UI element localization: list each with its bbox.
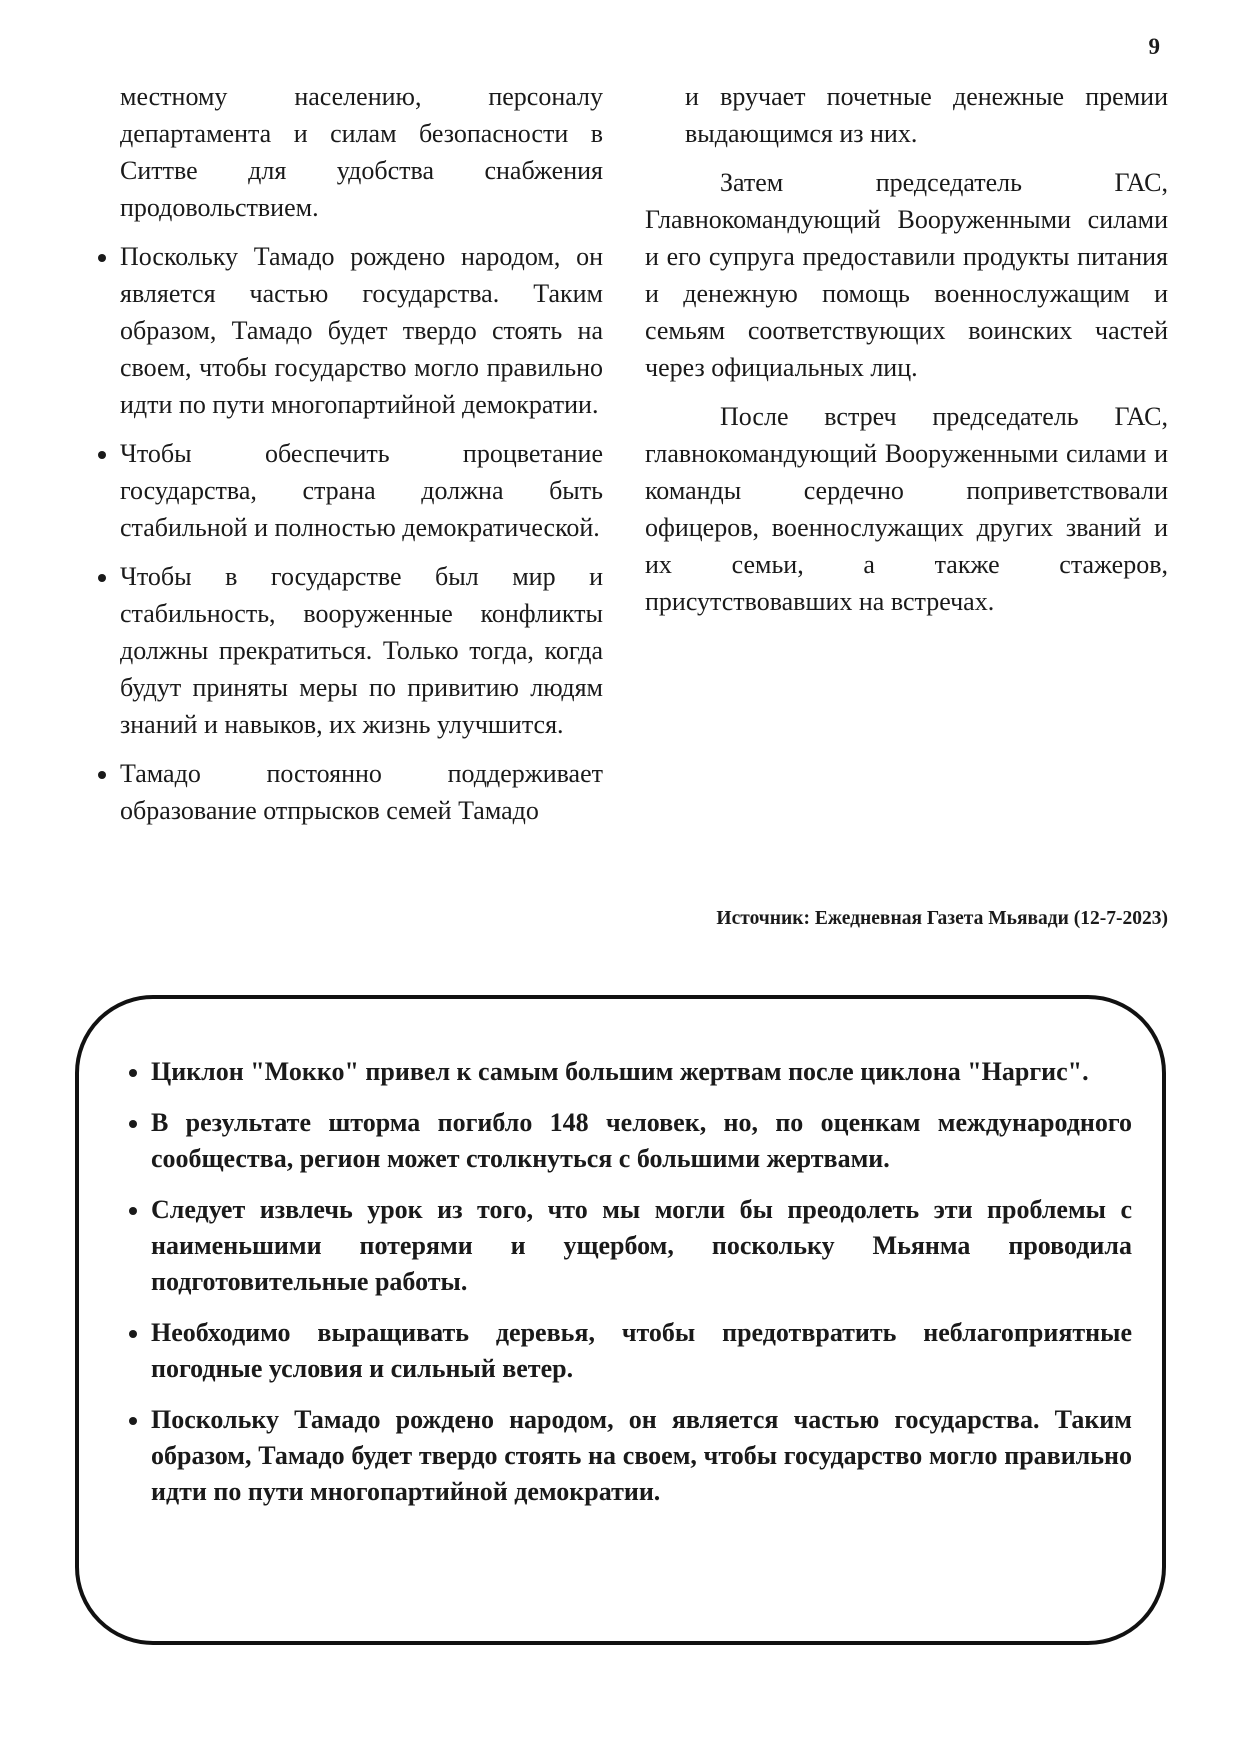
source-citation: Источник: Ежедневная Газета Мьявади (12-7-2023) xyxy=(716,908,1168,929)
left-column xyxy=(80,78,603,841)
left-bullet-item: • Тамадо постоянно поддерживает образование отпрысков семей Тамадо xyxy=(120,755,603,829)
left-bullet-item: • Чтобы в государстве был мир и стабильность, вооруженные конфликты должны прекратиться. Только тогда, когда будут приняты меры по привитию людям знаний и навыков, их жизнь улучшится. xyxy=(120,558,603,743)
right-paragraph: Затем председатель ГАС, Главнокомандующий Вооруженными силами и его супруга предоставили продукты питания и денежную помощь военнослужащим и семьям соответствующих воинских частей через официальных лиц. xyxy=(645,168,1168,382)
right-column xyxy=(645,78,1168,632)
summary-bullet-item: • Поскольку Тамадо рождено народом, он является частью государства. Таким образом, Тамадо будет твердо стоять на своем, чтобы государство могло правильно идти по пути многопартийной демократии. xyxy=(151,1402,1132,1510)
left-bullet-item: • Чтобы обеспечить процветание государства, страна должна быть стабильной и полностью демократической. xyxy=(120,435,603,546)
page-number: 9 xyxy=(1148,34,1160,59)
summary-bullet-item: • Циклон "Мокко" привел к самым большим жертвам после циклона "Наргис". xyxy=(151,1054,1132,1090)
right-paragraph: После встреч председатель ГАС, главнокомандующий Вооруженными силами и команды сердечно поприветствовали офицеров, военнослужащих других званий и их семьи, а также стажеров, присутствовавших на встречах. xyxy=(645,402,1168,616)
summary-bullet-list xyxy=(79,1054,1162,1525)
left-bullet-list xyxy=(80,238,603,829)
left-bullet-item: • Поскольку Тамадо рождено народом, он является частью государства. Таким образом, Тамадо будет твердо стоять на своем, чтобы государство могло правильно идти по пути многопартийной демократии. xyxy=(120,238,603,423)
right-continuation-text: и вручает почетные денежные премии выдающимся из них. xyxy=(685,82,1168,148)
summary-bullet-item: • Необходимо выращивать деревья, чтобы предотвратить неблагоприятные погодные условия и сильный ветер. xyxy=(151,1315,1132,1387)
summary-bullet-item: • Следует извлечь урок из того, что мы могли бы преодолеть эти проблемы с наименьшими потерями и ущербом, поскольку Мьянма проводила подготовительные работы. xyxy=(151,1192,1132,1300)
summary-bullet-item: • В результате шторма погибло 148 человек, но, по оценкам международного сообщества, регион может столкнуться с большими жертвами. xyxy=(151,1105,1132,1177)
summary-box xyxy=(75,995,1166,1645)
left-continuation-text: местному населению, персоналу департамента и силам безопасности в Ситтве для удобства снабжения продовольствием. xyxy=(120,82,603,222)
